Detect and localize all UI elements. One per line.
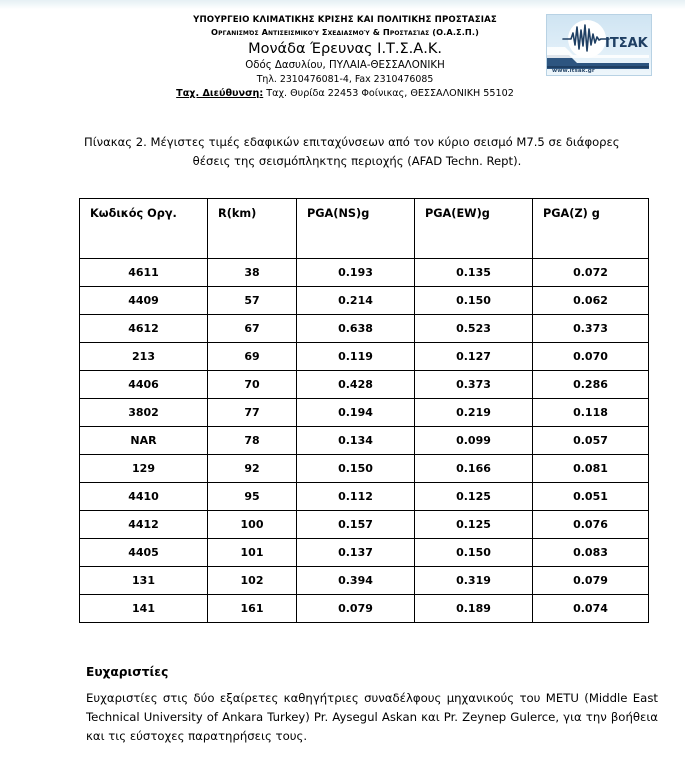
organization-name: Οργανισμός Αντισεισμικού Σχεδιασμού & Προστασίας (Ο.Α.Σ.Π.) xyxy=(211,27,479,37)
cell-pga-ew: 0.125 xyxy=(415,483,533,511)
table-caption-line-1: Πίνακας 2. Μέγιστες τιμές εδαφικών επιταχύνσεων από τον κύριο σεισμό Μ7.5 σε διάφορες xyxy=(84,135,620,149)
cell-pga-z: 0.057 xyxy=(533,427,649,455)
cell-station-code: 4410 xyxy=(80,483,208,511)
pga-values-table xyxy=(79,198,649,623)
cell-pga-ns: 0.193 xyxy=(297,259,415,287)
cell-distance: 101 xyxy=(208,539,297,567)
cell-pga-z: 0.083 xyxy=(533,539,649,567)
cell-pga-ns: 0.638 xyxy=(297,315,415,343)
cell-pga-ns: 0.134 xyxy=(297,427,415,455)
cell-pga-z: 0.062 xyxy=(533,287,649,315)
postal-address-label: Ταχ. Διεύθυνση: xyxy=(176,88,264,99)
cell-distance: 69 xyxy=(208,343,297,371)
logo-wordmark: ΙΤΣΑΚ xyxy=(605,36,648,51)
cell-pga-z: 0.286 xyxy=(533,371,649,399)
logo-website-url: www.itsak.gr xyxy=(552,68,595,74)
ministry-name: ΥΠΟΥΡΓΕΙΟ ΚΛΙΜΑΤΙΚΗΣ ΚΡΙΣΗΣ ΚΑΙ ΠΟΛΙΤΙΚΗΣ ΠΡΟΣΤΑΣΙΑΣ xyxy=(193,15,497,25)
cell-pga-z: 0.051 xyxy=(533,483,649,511)
cell-pga-z: 0.118 xyxy=(533,399,649,427)
table-row xyxy=(80,259,649,287)
table-row xyxy=(80,455,649,483)
cell-distance: 95 xyxy=(208,483,297,511)
cell-pga-ew: 0.523 xyxy=(415,315,533,343)
table-row xyxy=(80,399,649,427)
page-top-scan-band xyxy=(0,0,685,9)
acknowledgements-body: Ευχαριστίες στις δύο εξαίρετες καθηγήτριες συναδέλφους μηχανικούς του METU (Middle East Technical University of Ankara Turkey) Pr. Aysegul Askan και Pr. Zeynep Gulerce, για την βοήθεια και τις εύστοχες παρατηρήσεις τους. xyxy=(86,691,658,743)
cell-station-code: 4409 xyxy=(80,287,208,315)
cell-station-code: 129 xyxy=(80,455,208,483)
postal-address-value: Ταχ. Θυρίδα 22453 Φοίνικας, ΘΕΣΣΑΛΟΝΙΚΗ 55102 xyxy=(263,88,514,99)
table-row xyxy=(80,343,649,371)
research-unit-name: Μονάδα Έρευνας Ι.Τ.Σ.Α.Κ. xyxy=(248,41,442,57)
table-body xyxy=(80,259,649,623)
cell-pga-ns: 0.157 xyxy=(297,511,415,539)
cell-distance: 78 xyxy=(208,427,297,455)
cell-pga-z: 0.081 xyxy=(533,455,649,483)
cell-pga-ew: 0.135 xyxy=(415,259,533,287)
acknowledgements-heading: Ευχαριστίες xyxy=(86,665,169,679)
table-row xyxy=(80,483,649,511)
cell-pga-z: 0.079 xyxy=(533,567,649,595)
table-row xyxy=(80,567,649,595)
table-caption-line-2: θέσεις της σεισμόπληκτης περιοχής (AFAD Techn. Rept). xyxy=(192,154,522,168)
cell-distance: 161 xyxy=(208,595,297,623)
itsak-logo xyxy=(546,14,652,76)
cell-distance: 67 xyxy=(208,315,297,343)
table-row xyxy=(80,287,649,315)
table-row xyxy=(80,315,649,343)
cell-station-code: NAR xyxy=(80,427,208,455)
cell-pga-ew: 0.099 xyxy=(415,427,533,455)
table-row xyxy=(80,511,649,539)
cell-pga-ew: 0.373 xyxy=(415,371,533,399)
cell-pga-z: 0.373 xyxy=(533,315,649,343)
table-caption xyxy=(85,133,660,171)
cell-pga-ns: 0.112 xyxy=(297,483,415,511)
letterhead-text-block xyxy=(115,14,575,101)
table-row xyxy=(80,427,649,455)
cell-distance: 70 xyxy=(208,371,297,399)
cell-station-code: 4412 xyxy=(80,511,208,539)
cell-station-code: 141 xyxy=(80,595,208,623)
cell-station-code: 4405 xyxy=(80,539,208,567)
cell-pga-ns: 0.150 xyxy=(297,455,415,483)
cell-station-code: 4612 xyxy=(80,315,208,343)
cell-distance: 100 xyxy=(208,511,297,539)
cell-pga-ew: 0.189 xyxy=(415,595,533,623)
cell-pga-ew: 0.166 xyxy=(415,455,533,483)
cell-station-code: 4406 xyxy=(80,371,208,399)
cell-distance: 38 xyxy=(208,259,297,287)
cell-distance: 57 xyxy=(208,287,297,315)
table-row xyxy=(80,539,649,567)
cell-station-code: 4611 xyxy=(80,259,208,287)
street-address: Οδός Δασυλίου, ΠΥΛΑΙΑ-ΘΕΣΣΑΛΟΝΙΚΗ xyxy=(245,60,445,71)
acknowledgements-section xyxy=(86,663,658,746)
cell-pga-ew: 0.127 xyxy=(415,343,533,371)
cell-pga-z: 0.070 xyxy=(533,343,649,371)
table-row xyxy=(80,595,649,623)
cell-pga-z: 0.076 xyxy=(533,511,649,539)
cell-pga-ew: 0.219 xyxy=(415,399,533,427)
cell-pga-ns: 0.079 xyxy=(297,595,415,623)
cell-station-code: 3802 xyxy=(80,399,208,427)
phone-fax: Τηλ. 2310476081-4, Fax 2310476085 xyxy=(256,74,434,85)
cell-pga-ew: 0.125 xyxy=(415,511,533,539)
table-header xyxy=(80,199,649,259)
cell-pga-ns: 0.119 xyxy=(297,343,415,371)
cell-distance: 92 xyxy=(208,455,297,483)
cell-pga-z: 0.072 xyxy=(533,259,649,287)
column-header-distance: R(km) xyxy=(208,199,297,259)
column-header-pga-ns: PGA(NS)g xyxy=(297,199,415,259)
postal-address-line xyxy=(115,87,575,101)
cell-pga-ns: 0.394 xyxy=(297,567,415,595)
cell-pga-ns: 0.428 xyxy=(297,371,415,399)
table-row xyxy=(80,371,649,399)
cell-station-code: 131 xyxy=(80,567,208,595)
cell-station-code: 213 xyxy=(80,343,208,371)
table-header-row xyxy=(80,199,649,259)
column-header-pga-ew: PGA(EW)g xyxy=(415,199,533,259)
itsak-logo-graphic xyxy=(547,15,649,73)
cell-pga-ew: 0.150 xyxy=(415,539,533,567)
cell-pga-ns: 0.194 xyxy=(297,399,415,427)
cell-pga-ew: 0.319 xyxy=(415,567,533,595)
cell-pga-z: 0.074 xyxy=(533,595,649,623)
cell-distance: 102 xyxy=(208,567,297,595)
cell-pga-ns: 0.137 xyxy=(297,539,415,567)
cell-pga-ns: 0.214 xyxy=(297,287,415,315)
cell-pga-ew: 0.150 xyxy=(415,287,533,315)
column-header-pga-z: PGA(Z) g xyxy=(533,199,649,259)
cell-distance: 77 xyxy=(208,399,297,427)
column-header-station-code: Κωδικός Οργ. xyxy=(80,199,208,259)
